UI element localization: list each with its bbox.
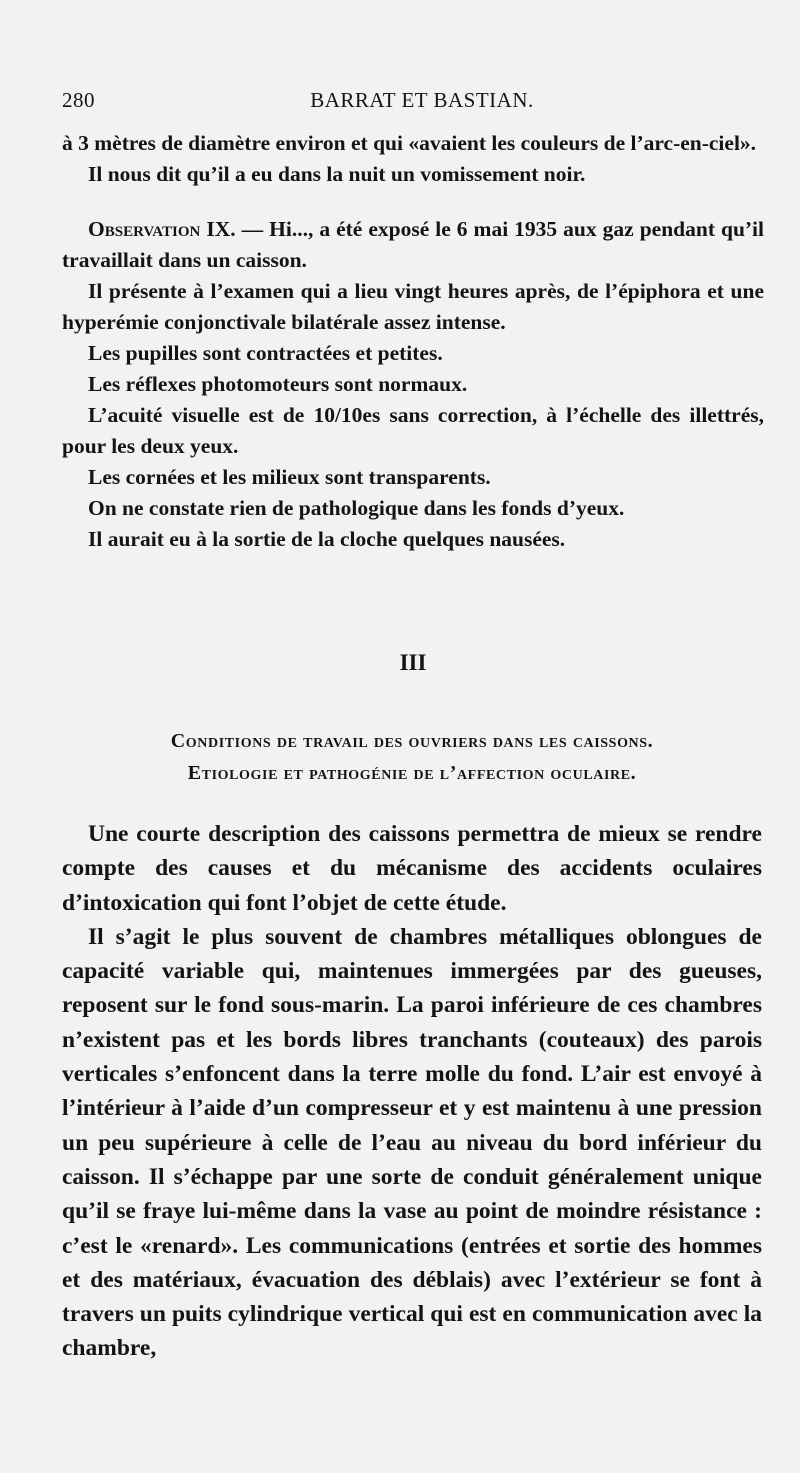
observation-line: Les réflexes photomoteurs sont normaux. xyxy=(88,372,468,396)
section-title-line: Conditions de travail des ouvriers dans les caissons. xyxy=(170,730,654,752)
page-header xyxy=(62,88,762,118)
page-number: 280 xyxy=(62,88,95,112)
section-title xyxy=(62,725,762,789)
observation-line: L’acuité visuelle est de 10/10es sans correction, à l’échelle des illettrés, pour les deux yeux. xyxy=(62,403,764,458)
observation-line: Les cornées et les milieux sont transparents. xyxy=(88,465,491,489)
main-text xyxy=(62,817,762,1366)
observation-block xyxy=(62,128,764,555)
observation-line: Il présente à l’examen qui a lieu vingt heures après, de l’épiphora et une hyperémie conjonctivale bilatérale assez intense. xyxy=(62,279,764,334)
section-title-line: Etiologie et pathogénie de l’affection oculaire. xyxy=(187,762,637,784)
observation-line: Il aurait eu à la sortie de la cloche quelques nausées. xyxy=(88,527,566,551)
paragraph: Une courte description des caissons permettra de mieux se rendre compte des causes et du mécanisme des accidents oculaires d’intoxication qui font l’objet de cette étude. xyxy=(62,821,762,916)
observation-number: IX. xyxy=(206,217,236,241)
observation-label: Observation xyxy=(88,217,201,241)
observation-text: — Hi..., a été exposé le 6 mai 1935 aux gaz pendant qu’il travaillait dans un caisson. xyxy=(62,217,765,272)
paragraph: Il s’agit le plus souvent de chambres métalliques oblongues de capacité variable qui, maintenues immergées par des gueuses, reposent sur le fond sous-marin. La paroi inférieure de ces chambres n’existent pas et les bords libres tranchants (couteaux) des parois verticales s’enfoncent dans la terre molle du fond. L’air est envoyé à l’intérieur à l’aide d’un compresseur et y est maintenu à une pression un peu supérieure à celle de l’eau au niveau du bord inférieur du caisson. Il s’échappe par une sorte de conduit généralement unique qu’il se fraye lui-même dans la vase au point de moindre résistance : c’est le «renard». Les communications (entrées et sortie des hommes et des matériaux, évacuation des déblais) avec l’extérieur se font à travers un puits cylindrique vertical qui est en communication avec la chambre, xyxy=(62,923,762,1362)
running-title: BARRAT ET BASTIAN. xyxy=(310,88,534,112)
paragraph: à 3 mètres de diamètre environ et qui «avaient les couleurs de l’arc-en-ciel». xyxy=(62,131,757,155)
section-number: III xyxy=(399,650,427,675)
observation-line: On ne constate rien de pathologique dans les fonds d’yeux. xyxy=(88,496,625,520)
observation-heading-paragraph xyxy=(62,214,764,276)
observation-line: Les pupilles sont contractées et petites. xyxy=(88,341,443,365)
paragraph: Il nous dit qu’il a eu dans la nuit un vomissement noir. xyxy=(88,162,586,186)
